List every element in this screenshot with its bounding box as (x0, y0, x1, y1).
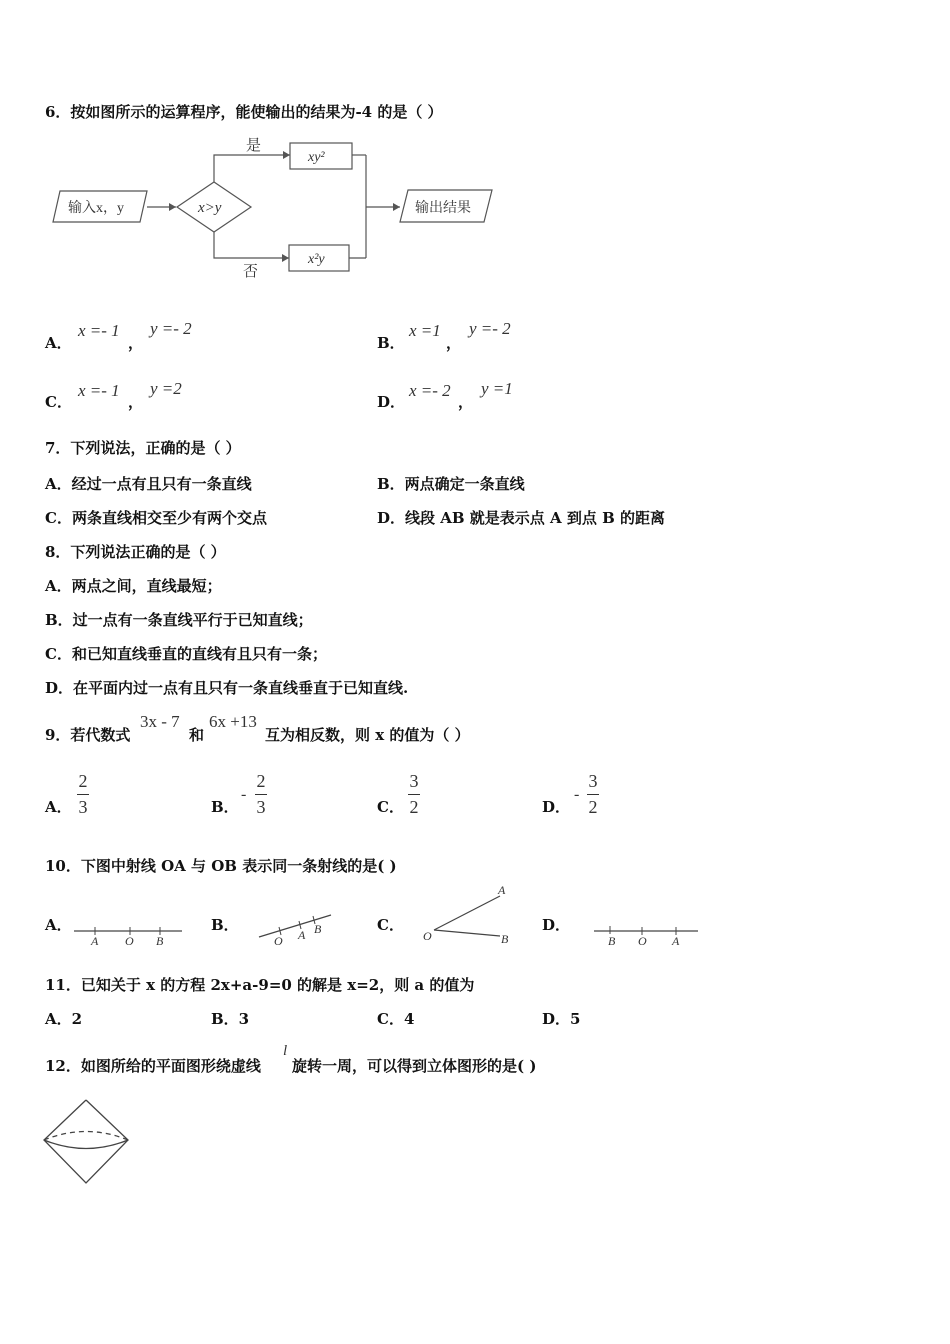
q10-b-point-1: O (274, 934, 283, 948)
q9-option-b-den: 3 (256, 797, 266, 817)
q10-option-b-figure (255, 905, 340, 950)
q6-flowchart (0, 0, 950, 300)
q6-text: 6．按如图所示的运算程序，能使输出的结果为-4 的是（ ） (45, 103, 443, 121)
flow-input-text: 输入x，y (68, 201, 124, 216)
q6-option-c-x: x =- 1 (78, 381, 120, 400)
q8-option-b[interactable]: B．过一点有一条直线平行于已知直线； (45, 611, 313, 629)
q9-and: 和 (189, 726, 205, 744)
q6-option-b-x: x =1 (409, 321, 441, 340)
q6-option-d-label[interactable]: D． (377, 393, 406, 411)
q10-d-point-1: B (608, 934, 616, 948)
q9-option-b-sign: - (241, 786, 247, 803)
q6-option-b-label[interactable]: B． (377, 334, 405, 352)
q11-option-d[interactable]: D．5 (542, 1010, 581, 1028)
flow-output-text: 输出结果 (415, 201, 471, 216)
q9-expr1: 3x - 7 (140, 712, 180, 731)
q9-option-a-num: 2 (78, 771, 88, 791)
q10-b-point-2: A (298, 928, 306, 942)
q11-option-c[interactable]: C．4 (377, 1010, 415, 1028)
q10-option-d-label[interactable]: D． (542, 916, 571, 934)
flow-no-box-text: x²y (308, 252, 325, 267)
q6-option-c-comma: ， (128, 393, 144, 411)
q9-option-d-fraction-bar (587, 794, 599, 795)
q6-option-d-y: y =1 (481, 379, 513, 398)
q10-c-point-2: O (423, 929, 432, 943)
q10-text: 10．下图中射线 OA 与 OB 表示同一条射线的是( ) (45, 857, 397, 875)
q9-option-a-den: 3 (78, 797, 88, 817)
q9-expr2: 6x +13 (209, 712, 257, 731)
q10-d-point-2: O (638, 934, 647, 948)
q6-option-d-x: x =- 2 (409, 381, 451, 400)
q10-option-a-figure (70, 915, 185, 950)
flow-no-label: 否 (243, 264, 259, 280)
q7-option-a[interactable]: A．经过一点有且只有一条直线 (45, 475, 252, 493)
flow-yes-label: 是 (246, 138, 262, 154)
q9-option-b-label[interactable]: B． (211, 798, 239, 816)
q9-option-d-label[interactable]: D． (542, 798, 571, 816)
q9-option-b-fraction-bar (255, 794, 267, 795)
q11-option-a[interactable]: A．2 (45, 1010, 83, 1028)
q9-option-c-den: 2 (409, 797, 419, 817)
flow-yes-box-text: xy² (308, 150, 325, 165)
q9-option-d-num: 3 (588, 771, 598, 791)
q10-a-point-1: A (91, 934, 99, 948)
q9-option-a-fraction-bar (77, 794, 89, 795)
q8-option-a[interactable]: A．两点之间，直线最短； (45, 577, 222, 595)
q10-a-point-2: O (125, 934, 134, 948)
q7-text: 7．下列说法，正确的是（ ） (45, 439, 241, 457)
q9-option-c-fraction-bar (408, 794, 420, 795)
q7-option-b[interactable]: B．两点确定一条直线 (377, 475, 525, 493)
q10-option-c-label[interactable]: C． (377, 916, 404, 934)
q9-suffix: 互为相反数，则 x 的值为（ ） (265, 726, 470, 744)
q6-option-c-label[interactable]: C． (45, 393, 72, 411)
q11-text: 11．已知关于 x 的方程 2x+a-9=0 的解是 x=2，则 a 的值为 (45, 976, 475, 994)
q10-d-point-3: A (672, 934, 680, 948)
q8-text: 8．下列说法正确的是（ ） (45, 543, 226, 561)
q10-option-a-label[interactable]: A． (45, 916, 72, 934)
q6-option-a-y: y =- 2 (150, 319, 192, 338)
q10-option-d-figure (590, 915, 705, 950)
q7-option-c[interactable]: C．两条直线相交至少有两个交点 (45, 509, 267, 527)
q6-option-c-y: y =2 (150, 379, 182, 398)
q12-prefix: 12．如图所给的平面图形绕虚线 (45, 1057, 261, 1075)
q9-option-b-num: 2 (256, 771, 266, 791)
q8-option-c[interactable]: C．和已知直线垂直的直线有且只有一条； (45, 645, 327, 663)
q9-option-c-label[interactable]: C． (377, 798, 404, 816)
q6-option-a-comma: ， (128, 334, 144, 352)
q6-option-d-comma: ， (458, 393, 474, 411)
q6-option-b-comma: ， (446, 334, 462, 352)
q9-option-a-label[interactable]: A． (45, 798, 72, 816)
q10-c-point-3: B (501, 932, 509, 946)
q12-suffix: 旋转一周，可以得到立体图形的是( ) (292, 1057, 537, 1075)
q6-option-a-label[interactable]: A． (45, 334, 72, 352)
q6-option-a-x: x =- 1 (78, 321, 120, 340)
q10-option-c-figure (420, 883, 520, 948)
q11-option-b[interactable]: B．3 (211, 1010, 250, 1028)
q6-option-b-y: y =- 2 (469, 319, 511, 338)
q10-a-point-3: B (156, 934, 164, 948)
q10-option-b-label[interactable]: B． (211, 916, 239, 934)
q8-option-d[interactable]: D．在平面内过一点有且只有一条直线垂直于已知直线. (45, 679, 409, 697)
q12-double-cone-figure (40, 1095, 140, 1190)
flow-condition-text: x>y (198, 200, 222, 216)
q9-prefix: 9．若代数式 (45, 726, 131, 744)
q9-option-d-den: 2 (588, 797, 598, 817)
q10-c-point-1: A (498, 883, 506, 897)
q7-option-d[interactable]: D．线段 AB 就是表示点 A 到点 B 的距离 (377, 509, 665, 527)
q9-option-c-num: 3 (409, 771, 419, 791)
q12-axis-l: l (283, 1043, 288, 1059)
q9-option-d-sign: - (574, 786, 580, 803)
q10-b-point-3: B (314, 922, 322, 936)
